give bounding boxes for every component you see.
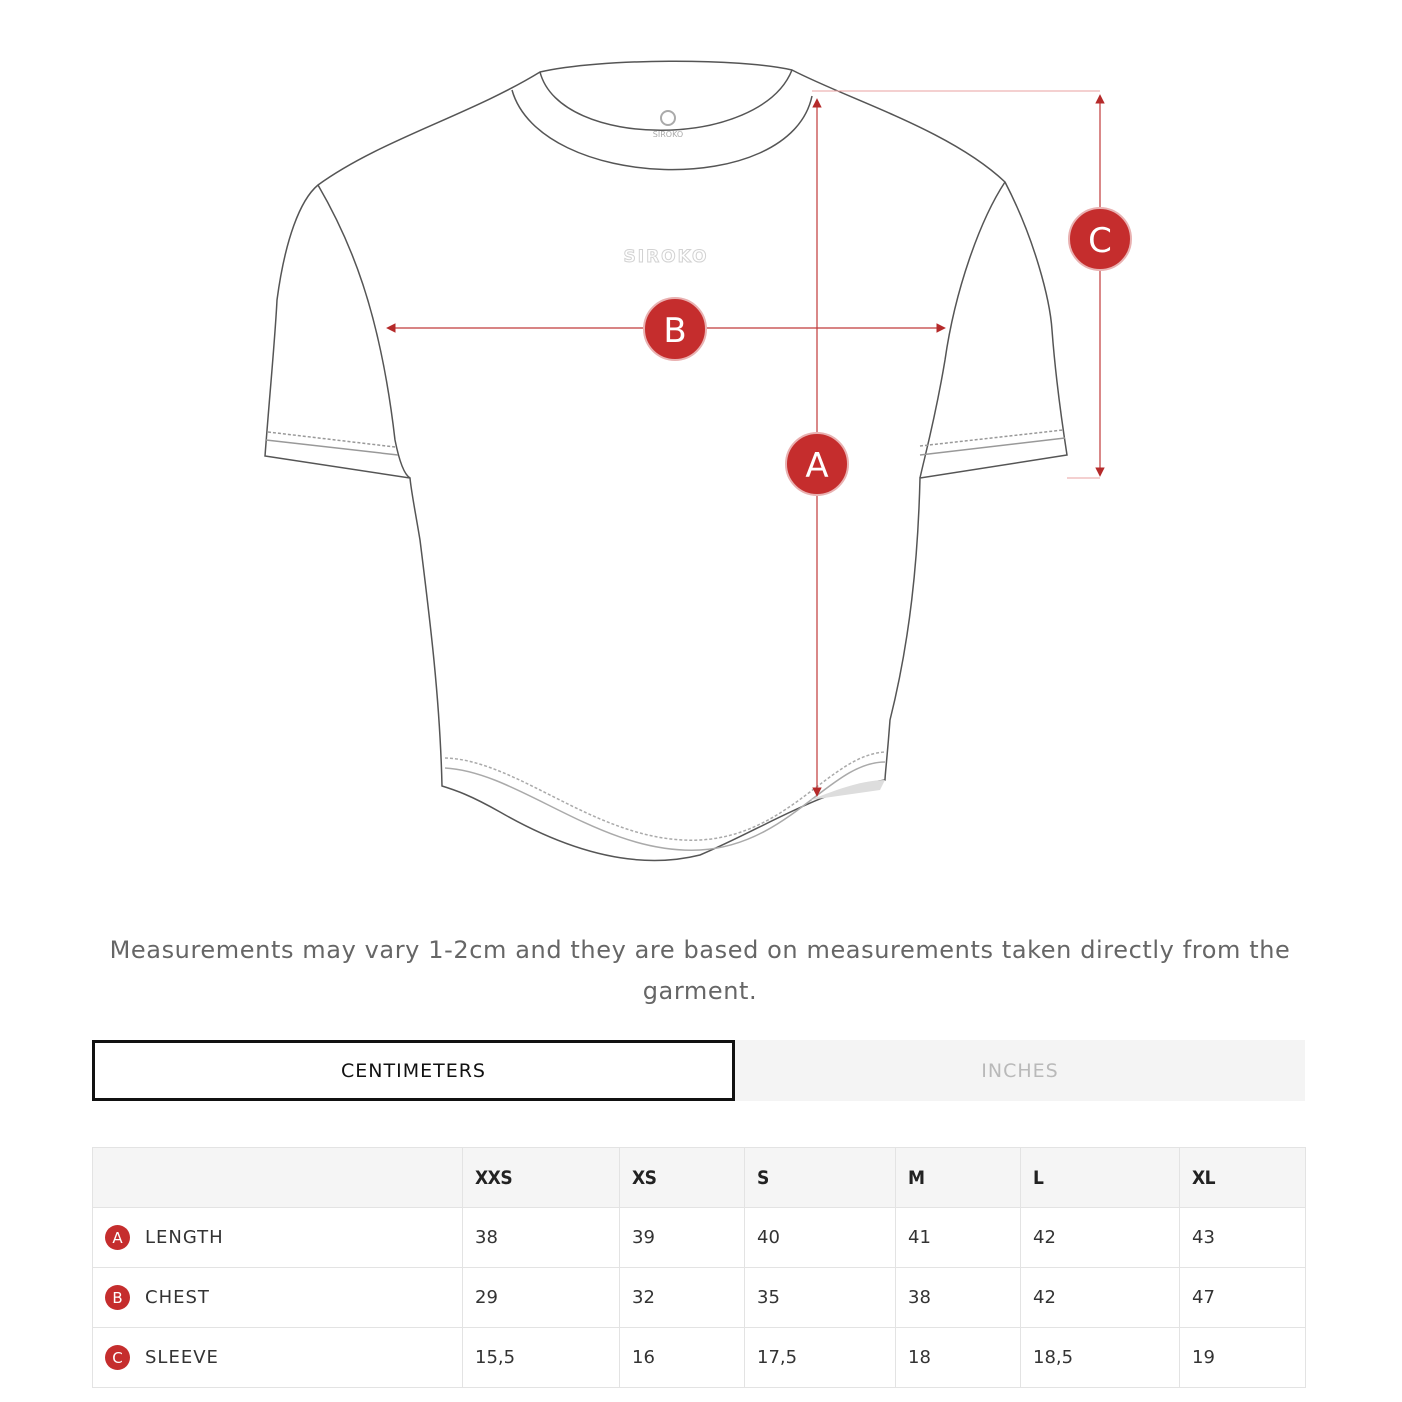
row-label-length: LENGTH [145, 1227, 224, 1248]
table-cell: 32 [620, 1268, 745, 1328]
table-cell: 38 [463, 1208, 620, 1268]
neck-label-logo [653, 111, 683, 139]
row-label-sleeve: SLEEVE [145, 1347, 219, 1368]
marker-b [644, 298, 706, 360]
chest-print-logo: SIROKO [623, 247, 709, 267]
table-cell: 17,5 [745, 1328, 896, 1388]
row-label-chest: CHEST [145, 1287, 210, 1308]
size-header-m: M [896, 1148, 1021, 1208]
svg-text:B: B [663, 311, 687, 351]
svg-text:A: A [805, 446, 829, 486]
table-cell: 18 [896, 1328, 1021, 1388]
marker-a [786, 433, 848, 495]
measurement-guides [388, 91, 1100, 795]
table-cell: 29 [463, 1268, 620, 1328]
svg-text:C: C [1088, 221, 1112, 261]
table-cell: 16 [620, 1328, 745, 1388]
size-header-row [93, 1148, 1306, 1208]
table-cell: 42 [1021, 1268, 1180, 1328]
row-label-cell [93, 1208, 463, 1268]
table-row-chest [93, 1268, 1306, 1328]
table-cell: 19 [1180, 1328, 1306, 1388]
size-header-s: S [745, 1148, 896, 1208]
size-header-xs: XS [620, 1148, 745, 1208]
size-header-l: L [1021, 1148, 1180, 1208]
table-row-length [93, 1208, 1306, 1268]
measurement-note: Measurements may vary 1-2cm and they are based on measurements taken directly from the garment. [109, 936, 1291, 1005]
marker-badge-a: A [105, 1225, 130, 1250]
row-label-cell [93, 1328, 463, 1388]
size-table [92, 1147, 1306, 1388]
tshirt-outline [265, 61, 1067, 860]
table-cell: 15,5 [463, 1328, 620, 1388]
table-cell: 39 [620, 1208, 745, 1268]
table-cell: 38 [896, 1268, 1021, 1328]
row-label-cell [93, 1268, 463, 1328]
size-header-xl: XL [1180, 1148, 1306, 1208]
svg-text:SIROKO: SIROKO [652, 130, 684, 139]
unit-tabs [92, 1040, 1305, 1101]
size-header-xxs: XXS [463, 1148, 620, 1208]
table-row-sleeve [93, 1328, 1306, 1388]
tab-inches[interactable]: INCHES [735, 1040, 1305, 1101]
marker-badge-c: C [105, 1345, 130, 1370]
table-cell: 41 [896, 1208, 1021, 1268]
table-cell: 35 [745, 1268, 896, 1328]
table-corner [93, 1148, 463, 1208]
table-cell: 47 [1180, 1268, 1306, 1328]
marker-badge-b: B [105, 1285, 130, 1310]
table-cell: 42 [1021, 1208, 1180, 1268]
table-cell: 43 [1180, 1208, 1306, 1268]
marker-c [1069, 208, 1131, 270]
table-cell: 18,5 [1021, 1328, 1180, 1388]
tab-centimeters[interactable]: CENTIMETERS [92, 1040, 735, 1101]
table-cell: 40 [745, 1208, 896, 1268]
